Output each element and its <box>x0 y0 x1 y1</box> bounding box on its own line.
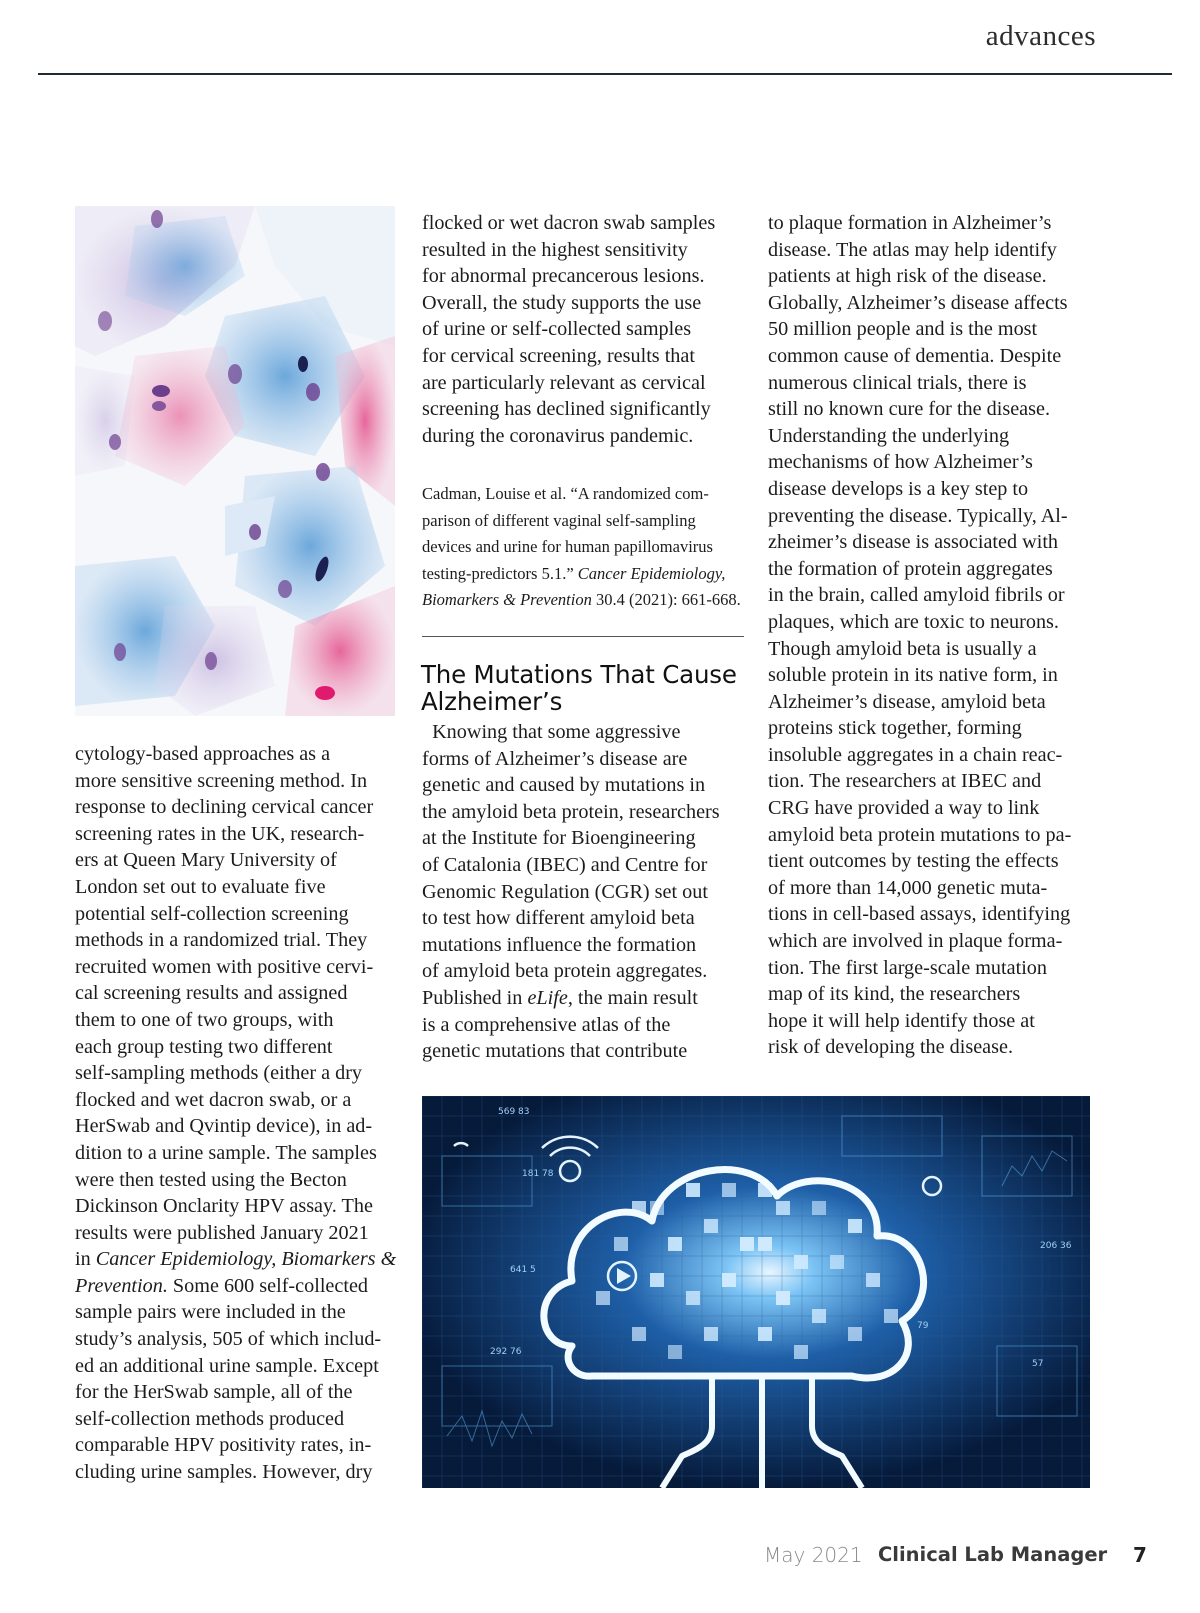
body-line: at the Institute for Bioengineering <box>422 827 696 850</box>
body-line: during the coronavirus pandemic. <box>422 424 694 447</box>
body-line: self-collection methods produced <box>75 1407 345 1430</box>
body-line: Overall, the study supports the use <box>422 291 702 314</box>
readout-text: 641 5 <box>510 1265 536 1275</box>
body-line: hope it will help identify those at <box>768 1009 1035 1032</box>
body-text: Published in <box>422 986 528 1009</box>
body-line: insoluble aggregates in a chain reac- <box>768 743 1063 766</box>
body-line: more sensitive screening method. In <box>75 769 368 792</box>
body-line: Knowing that some aggressive <box>422 721 681 743</box>
citation-line <box>422 587 744 614</box>
heading-line: Alzheimer’s <box>421 687 563 716</box>
readout-text: 292 76 <box>490 1347 522 1357</box>
body-line: ed an additional urine sample. Except <box>75 1354 379 1377</box>
body-line: preventing the disease. Typically, Al- <box>768 504 1068 527</box>
body-line: cytology-based approaches as a <box>75 743 331 765</box>
citation-divider <box>422 636 744 637</box>
column-1-body <box>75 741 405 1486</box>
body-line: soluble protein in its native form, in <box>768 664 1058 687</box>
readout-text: 57 <box>1032 1359 1044 1369</box>
body-line: of more than 14,000 genetic muta- <box>768 876 1048 899</box>
citation-line: Cadman, Louise et al. “A randomized com- <box>422 484 709 503</box>
journal-name: eLife <box>527 986 568 1009</box>
body-line: flocked and wet dacron swab, or a <box>75 1088 352 1111</box>
body-line: forms of Alzheimer’s disease are <box>422 747 688 770</box>
readout-text: 181 78 <box>522 1169 554 1179</box>
header-divider <box>38 73 1172 75</box>
body-line: resulted in the highest sensitivity <box>422 238 688 261</box>
article-body <box>422 719 744 1065</box>
magazine-title: Clinical Lab Manager <box>878 1543 1108 1566</box>
body-line: patients at high risk of the disease. <box>768 265 1047 288</box>
citation-text: testing-predictors 5.1.” <box>422 563 574 583</box>
body-line: CRG have provided a way to link <box>768 797 1040 820</box>
body-line: for the HerSwab sample, all of the <box>75 1381 353 1404</box>
body-line: to test how different amyloid beta <box>422 907 695 930</box>
body-line-journal <box>422 985 744 1012</box>
body-line: recruited women with positive cervi- <box>75 955 374 978</box>
body-line: Genomic Regulation (CGR) set out <box>422 880 708 903</box>
body-line-journal <box>75 1273 405 1300</box>
body-line: ers at Queen Mary University of <box>75 849 337 872</box>
body-line: disease. The atlas may help identify <box>768 238 1057 261</box>
readout-text: 79 <box>917 1321 929 1331</box>
article-heading <box>421 661 751 715</box>
body-line: disease develops is a key step to <box>768 477 1029 500</box>
journal-name: Cancer Epidemiology, Biomarkers & <box>95 1248 397 1271</box>
reference-citation <box>422 481 744 614</box>
column-2-body <box>422 210 744 449</box>
citation-details: 30.4 (2021): 661-668. <box>591 590 741 610</box>
body-line: numerous clinical trials, there is <box>768 371 1027 394</box>
readout-text: 569 83 <box>498 1107 530 1117</box>
column-3-body <box>768 210 1088 1061</box>
body-line: are particularly relevant as cervical <box>422 371 706 394</box>
body-line: common cause of dementia. Despite <box>768 344 1062 367</box>
body-line: sample pairs were included in the <box>75 1301 346 1324</box>
body-line: mechanisms of how Alzheimer’s <box>768 451 1033 474</box>
body-line: proteins stick together, forming <box>768 717 1022 740</box>
body-line: potential self-collection screening <box>75 902 349 925</box>
body-line: in the brain, called amyloid fibrils or <box>768 584 1065 607</box>
body-line: Understanding the underlying <box>768 424 1010 447</box>
body-text: , the main result <box>567 986 698 1009</box>
citation-line: devices and urine for human papillomavirus <box>422 537 713 557</box>
issue-date: May 2021 <box>764 1543 863 1567</box>
citation-journal: Biomarkers & Prevention <box>422 590 592 610</box>
digital-brain-image <box>422 1096 1090 1488</box>
body-line: genetic and caused by mutations in <box>422 774 706 797</box>
body-line: tient outcomes by testing the effects <box>768 850 1059 873</box>
body-line: Dickinson Onclarity HPV assay. The <box>75 1195 373 1218</box>
body-line: which are involved in plaque forma- <box>768 930 1063 953</box>
body-line: flocked or wet dacron swab samples <box>422 212 716 234</box>
body-line: of urine or self-collected samples <box>422 318 692 341</box>
body-line: self-sampling methods (either a dry <box>75 1062 363 1085</box>
body-line: tion. The first large-scale mutation <box>768 956 1047 979</box>
body-text: in <box>75 1248 96 1271</box>
journal-name: Prevention. <box>75 1274 168 1297</box>
body-text: Some 600 self-collected <box>167 1274 369 1297</box>
body-line: Alzheimer’s disease, amyloid beta <box>768 690 1046 713</box>
body-line: comparable HPV positivity rates, in- <box>75 1434 372 1457</box>
body-line: genetic mutations that contribute <box>422 1040 688 1063</box>
body-line: response to declining cervical cancer <box>75 796 374 819</box>
body-line: tion. The researchers at IBEC and <box>768 770 1042 793</box>
body-line: still no known cure for the disease. <box>768 398 1050 421</box>
body-line: dition to a urine sample. The samples <box>75 1141 377 1164</box>
cervical-cells-image <box>75 206 395 716</box>
body-line: amyloid beta protein mutations to pa- <box>768 823 1072 846</box>
body-line: Globally, Alzheimer’s disease affects <box>768 291 1068 314</box>
body-line: 50 million people and is the most <box>768 318 1038 341</box>
body-line: map of its kind, the researchers <box>768 983 1021 1006</box>
body-line: plaques, which are toxic to neurons. <box>768 610 1059 633</box>
body-line: of Catalonia (IBEC) and Centre for <box>422 853 708 876</box>
body-line: risk of developing the disease. <box>768 1036 1013 1059</box>
citation-line <box>422 561 744 588</box>
citation-journal: Cancer Epidemiology, <box>577 563 726 583</box>
body-line: Though amyloid beta is usually a <box>768 637 1037 660</box>
digital-brain-cloud-icon <box>422 1096 1090 1488</box>
body-line: of amyloid beta protein aggregates. <box>422 960 708 983</box>
body-line: the formation of protein aggregates <box>768 557 1053 580</box>
body-line: screening has declined significantly <box>422 398 711 421</box>
readout-text: 206 36 <box>1040 1241 1072 1251</box>
body-line-journal <box>75 1246 405 1273</box>
body-line: the amyloid beta protein, researchers <box>422 800 720 823</box>
citation-line: parison of different vaginal self-sampling <box>422 510 696 530</box>
body-line: tions in cell-based assays, identifying <box>768 903 1071 926</box>
body-line: were then tested using the Becton <box>75 1168 347 1191</box>
page-number: 7 <box>1133 1543 1147 1567</box>
cervical-cells-micrograph-icon <box>75 206 395 716</box>
body-line: zheimer’s disease is associated with <box>768 531 1059 554</box>
body-line: screening rates in the UK, research- <box>75 822 365 845</box>
body-line: for abnormal precancerous lesions. <box>422 265 705 288</box>
body-line: HerSwab and Qvintip device), in ad- <box>75 1115 373 1138</box>
body-line: London set out to evaluate five <box>75 875 326 898</box>
body-line: them to one of two groups, with <box>75 1008 334 1031</box>
body-line: cal screening results and assigned <box>75 982 348 1005</box>
body-line: is a comprehensive atlas of the <box>422 1013 671 1036</box>
heading-line: The Mutations That Cause <box>421 660 737 689</box>
body-line: each group testing two different <box>75 1035 333 1058</box>
body-line: cluding urine samples. However, dry <box>75 1461 373 1484</box>
body-line: for cervical screening, results that <box>422 344 695 367</box>
body-line: to plaque formation in Alzheimer’s <box>768 212 1052 234</box>
body-line: results were published January 2021 <box>75 1221 369 1244</box>
body-line: study’s analysis, 505 of which includ- <box>75 1328 382 1351</box>
section-label: advances <box>985 20 1096 52</box>
body-line: mutations influence the formation <box>422 933 697 956</box>
body-line: methods in a randomized trial. They <box>75 929 368 952</box>
